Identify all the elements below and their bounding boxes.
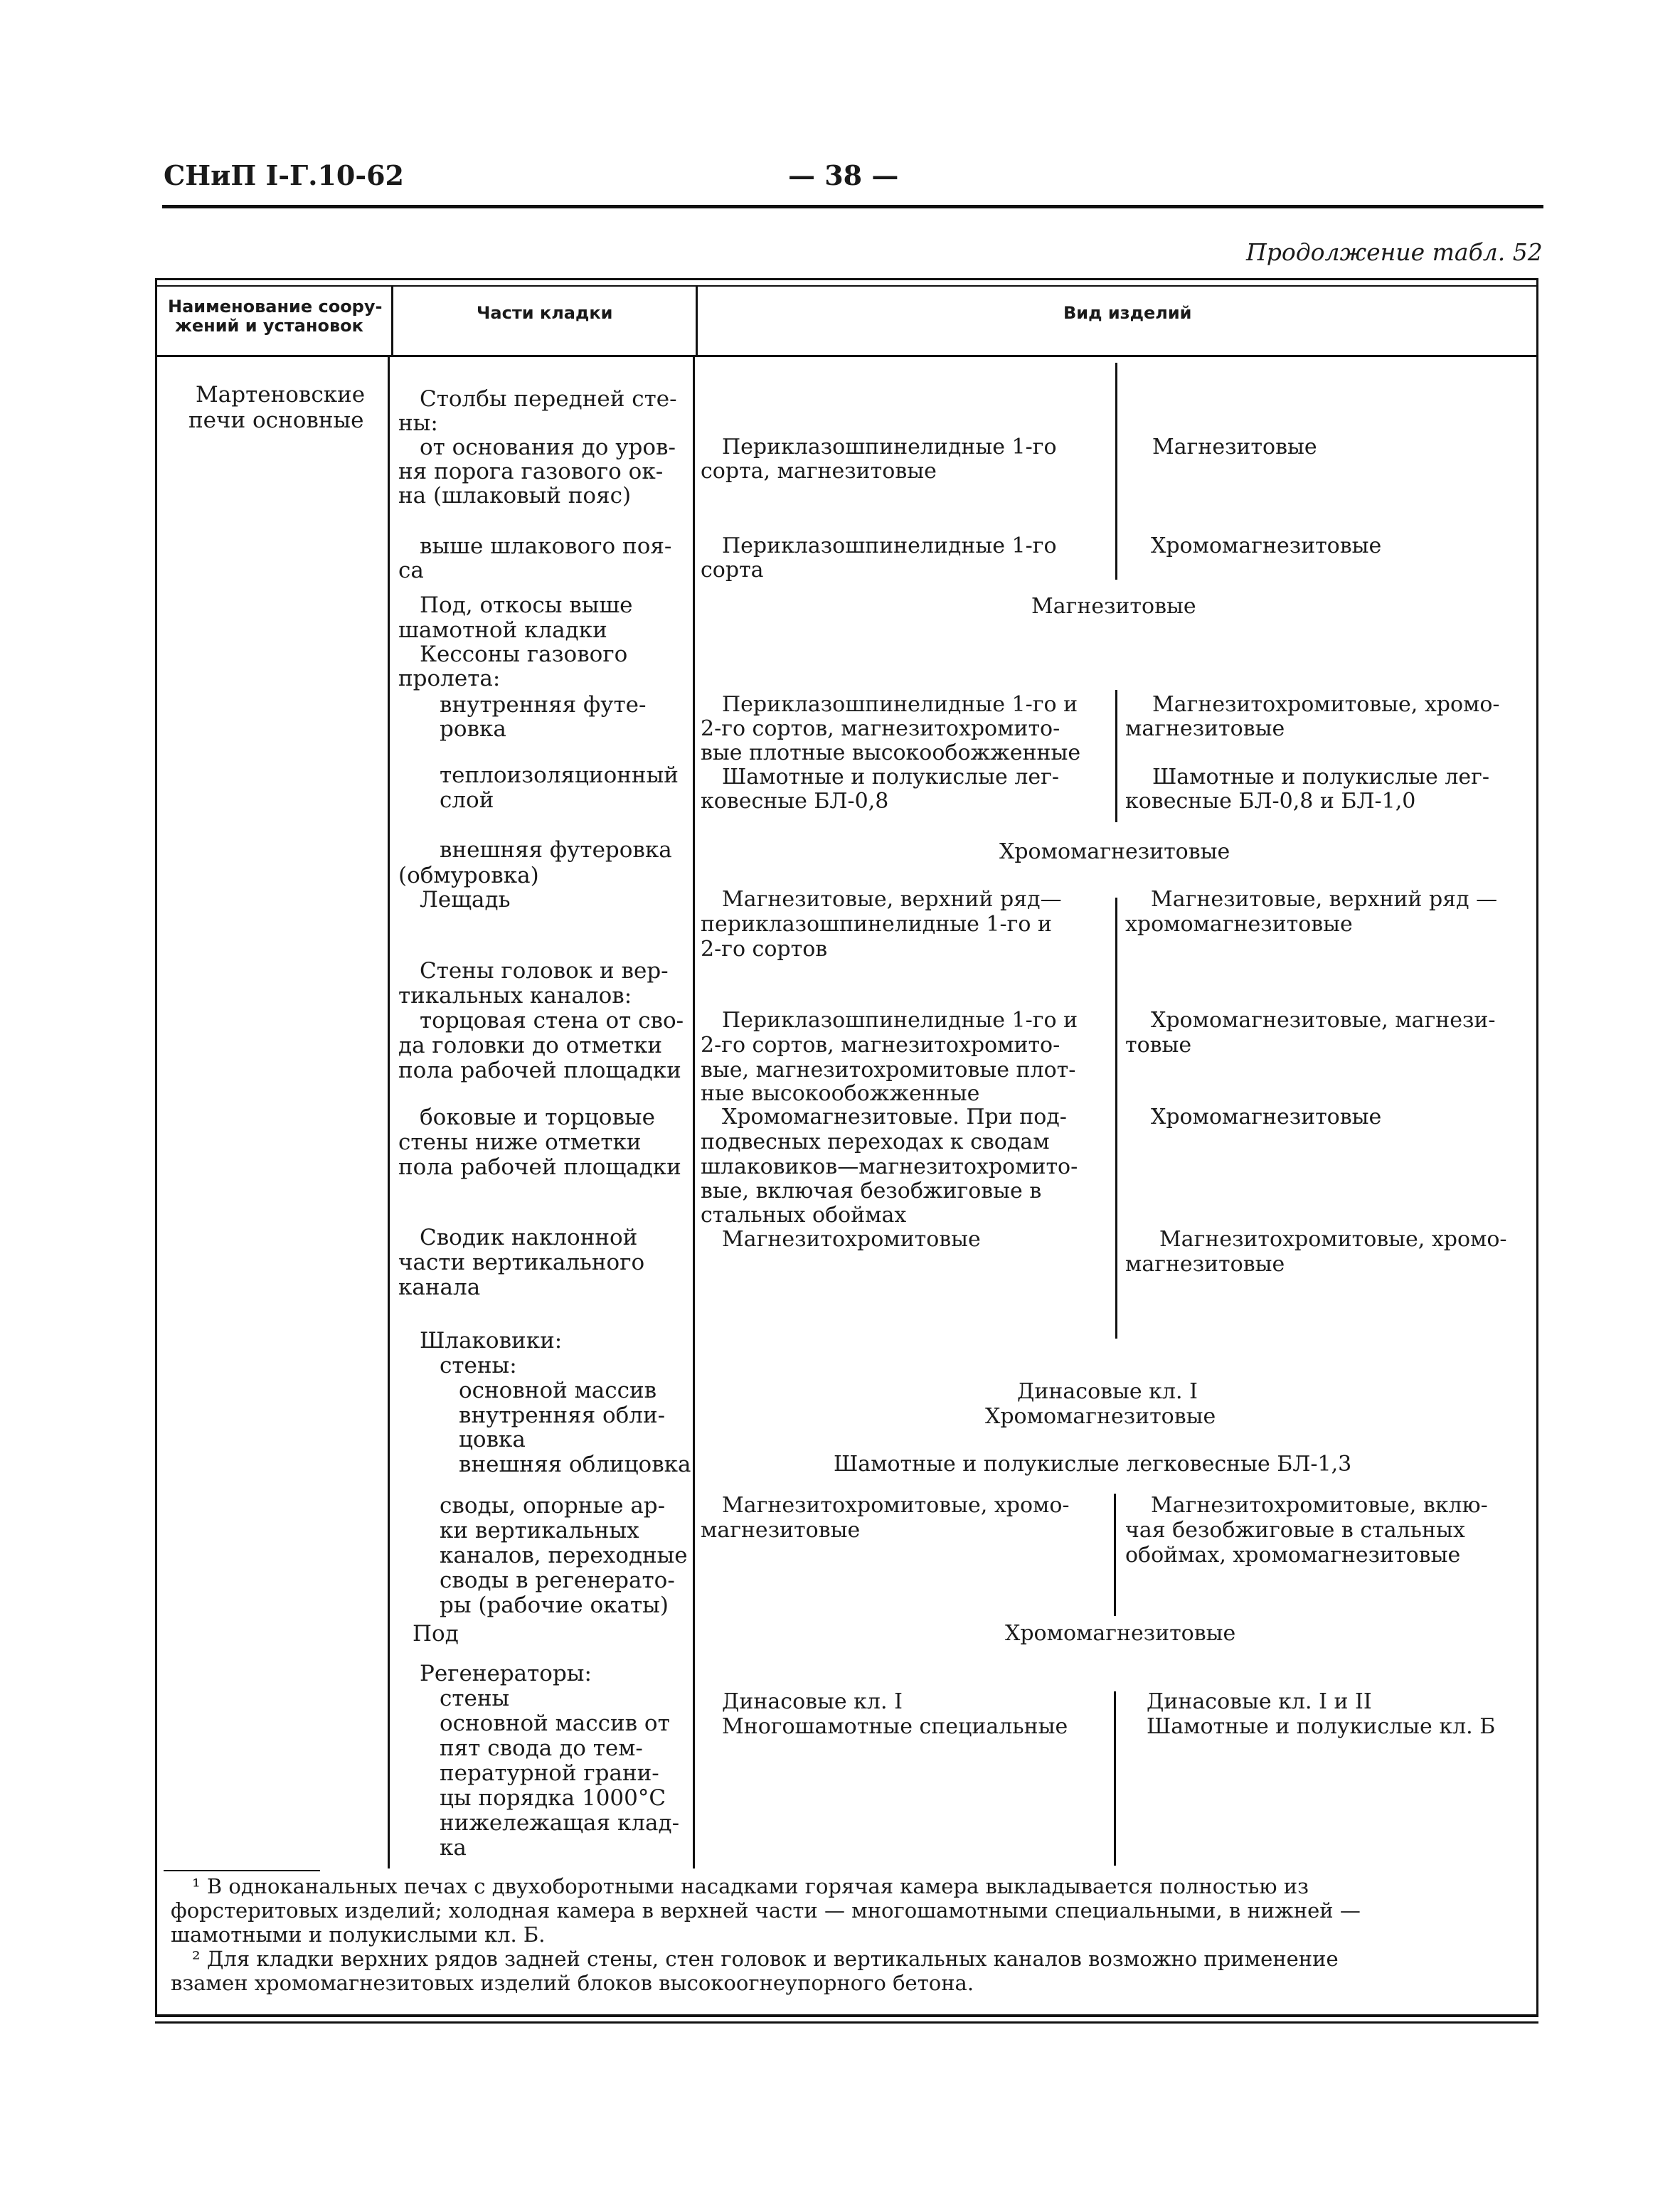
header-col2: Части кладки — [477, 303, 613, 323]
page-number: — 38 — — [788, 159, 899, 191]
document-code: СНиП I-Г.10-62 — [164, 159, 404, 191]
installation-name: Мартеновские — [196, 382, 366, 408]
header-col1-line1: Наименование соору- — [168, 297, 383, 317]
table-continuation: Продолжение табл. 52 — [1246, 238, 1543, 266]
header-col3-4: Вид изделий — [1063, 303, 1192, 323]
footnote-rule — [164, 1870, 320, 1871]
header-rule — [162, 205, 1543, 208]
header-col1-line2: жений и установок — [175, 316, 363, 336]
installation-name: печи основные — [188, 408, 364, 433]
